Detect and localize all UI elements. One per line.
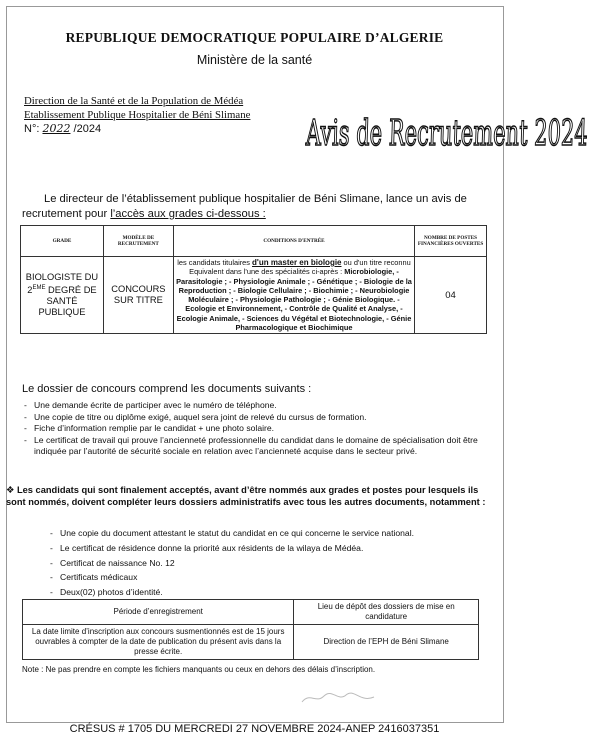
candidates-list [50, 526, 490, 600]
mode-line: CONCOURS [111, 284, 166, 295]
list-item: - Certificats médicaux [50, 570, 490, 585]
signature-scribble [298, 690, 378, 706]
mode-cell [103, 257, 173, 334]
direction-line: Direction de la Santé et de la Population de Médéa [24, 95, 244, 107]
grade-superscript: EME [32, 285, 46, 292]
registration-table [22, 599, 479, 660]
intro-paragraph [22, 192, 488, 222]
ministry-heading: Ministère de la santé [196, 53, 313, 67]
diamond-bullet-icon: ❖ [6, 485, 15, 495]
header-mode: MODÈLE DE RECRUTEMENT [103, 226, 173, 257]
period-header: Période d’enregistrement [23, 600, 294, 625]
grade-line: PUBLIQUE [38, 307, 86, 318]
list-item: - Fiche d’information remplie par le candidat + une photo solaire. [24, 423, 484, 435]
number-handwritten: 2022 [42, 122, 71, 135]
list-item: - Certificat de naissance No. 12 [50, 556, 490, 571]
header-postes: NOMBRE DE POSTES FINANCIÈRES OUVERTES [415, 226, 487, 257]
grade-table-header [21, 226, 487, 257]
conditions-diploma: d'un master en biologie [252, 258, 342, 267]
period-value: La date limite d’inscription aux concours susmentionnés est de 15 jours ouvrables à compter de la date de publication du présent avis dans la presse écrite. [23, 625, 294, 660]
footer-reference [0, 723, 509, 735]
grade-cell [21, 257, 104, 334]
footer-text: CRÉSUS # 1705 DU MERCREDI 27 NOVEMBRE 2024-ANEP 2416037351 [64, 723, 446, 735]
grade-line: DEGRÉ DE [45, 285, 97, 296]
conditions-text: ou d'un titre reconnu Equivalent dans l'une des spécialités ci-après : [189, 258, 411, 277]
list-item: - Une copie de titre ou diplôme exigé, auquel sera joint de relevé du cursus de formation. [24, 412, 484, 424]
establishment-line: Etablissement Publique Hospitalier de Béni Slimane [24, 109, 251, 121]
mode-line: SUR TITRE [113, 295, 163, 306]
list-item: - Le certificat de travail qui prouve l’ancienneté professionnelle du candidat dans le domaine de spécialisation doit être indiquée par l’autorité de sécurité sociale en relation avec l’ancienneté acquise dans le secteur privé. [24, 435, 484, 458]
header-conditions: CONDITIONS D'ENTRÉE [173, 226, 414, 257]
number-prefix: N°: [24, 123, 40, 135]
dossier-title: Le dossier de concours comprend les documents suivants : [22, 383, 312, 395]
postes-cell: 04 [415, 257, 487, 334]
list-item: - Deux(02) photos d’identité. [50, 585, 490, 600]
intro-text: Le directeur de l’établissement publique hospitalier de Béni Slimane, lance un avis de recrutement pour [22, 193, 467, 220]
dossier-list [24, 400, 484, 458]
grade-line: 2 [27, 285, 33, 296]
note-text: Note : Ne pas prendre en compte les fichiers manquants ou ceux en dehors des délais d’inscription. [22, 665, 376, 674]
grade-table [20, 225, 487, 334]
deposit-value: Direction de l’EPH de Béni Slimane [294, 625, 479, 660]
table-row [23, 600, 479, 625]
candidates-text: Les candidats qui sont finalement acceptés, avant d’être nommés aux grades et postes pour lesquels ils sont nommés, doivent compléter leurs dossiers administratifs avec tous les autres documents, notamment : [6, 485, 486, 508]
deposit-header: Lieu de dépôt des dossiers de mise en candidature [294, 600, 479, 625]
reference-number [24, 122, 101, 135]
conditions-specialities: Microbiologie, - Parasitologie ; - Physiologie Animale ; - Génétique ; - Biologie de la Reproduction ; - Biologie Cellulaire ; - Biochimie ; - Neurobiologie Moléculaire ; - Physiologie Pathologie ; - Génie Biologique. - Ecologie et Environnement, - Contrôle de Qualité et Analyse, - Ecologie Animale, - Sciences du Végétal et Biotechnologie, - Génie Pharmacologique et Biochimique [176, 267, 412, 333]
list-item: - Une demande écrite de participer avec le numéro de téléphone. [24, 400, 484, 412]
candidates-paragraph [6, 484, 486, 508]
grade-line: BIOLOGISTE DU [25, 272, 99, 283]
grade-line: SANTÉ [46, 296, 78, 307]
list-item: - Une copie du document attestant le statut du candidat en ce qui concerne le service national. [50, 526, 490, 541]
conditions-cell [173, 257, 414, 334]
list-item: - Le certificat de résidence donne la priorité aux résidents de la wilaya de Médéa. [50, 541, 490, 556]
header-grade: GRADE [21, 226, 104, 257]
recruitment-stamp-title: Avis de Recrutement 2024 [305, 112, 589, 154]
conditions-text: les candidats titulaires [177, 258, 253, 267]
number-year: /2024 [73, 123, 102, 135]
intro-text-underlined: l’accès aux grades ci-dessous : [110, 208, 266, 220]
table-row [21, 257, 487, 334]
table-row [23, 625, 479, 660]
republic-heading: REPUBLIQUE DEMOCRATIQUE POPULAIRE D’ALGERIE [65, 30, 444, 45]
